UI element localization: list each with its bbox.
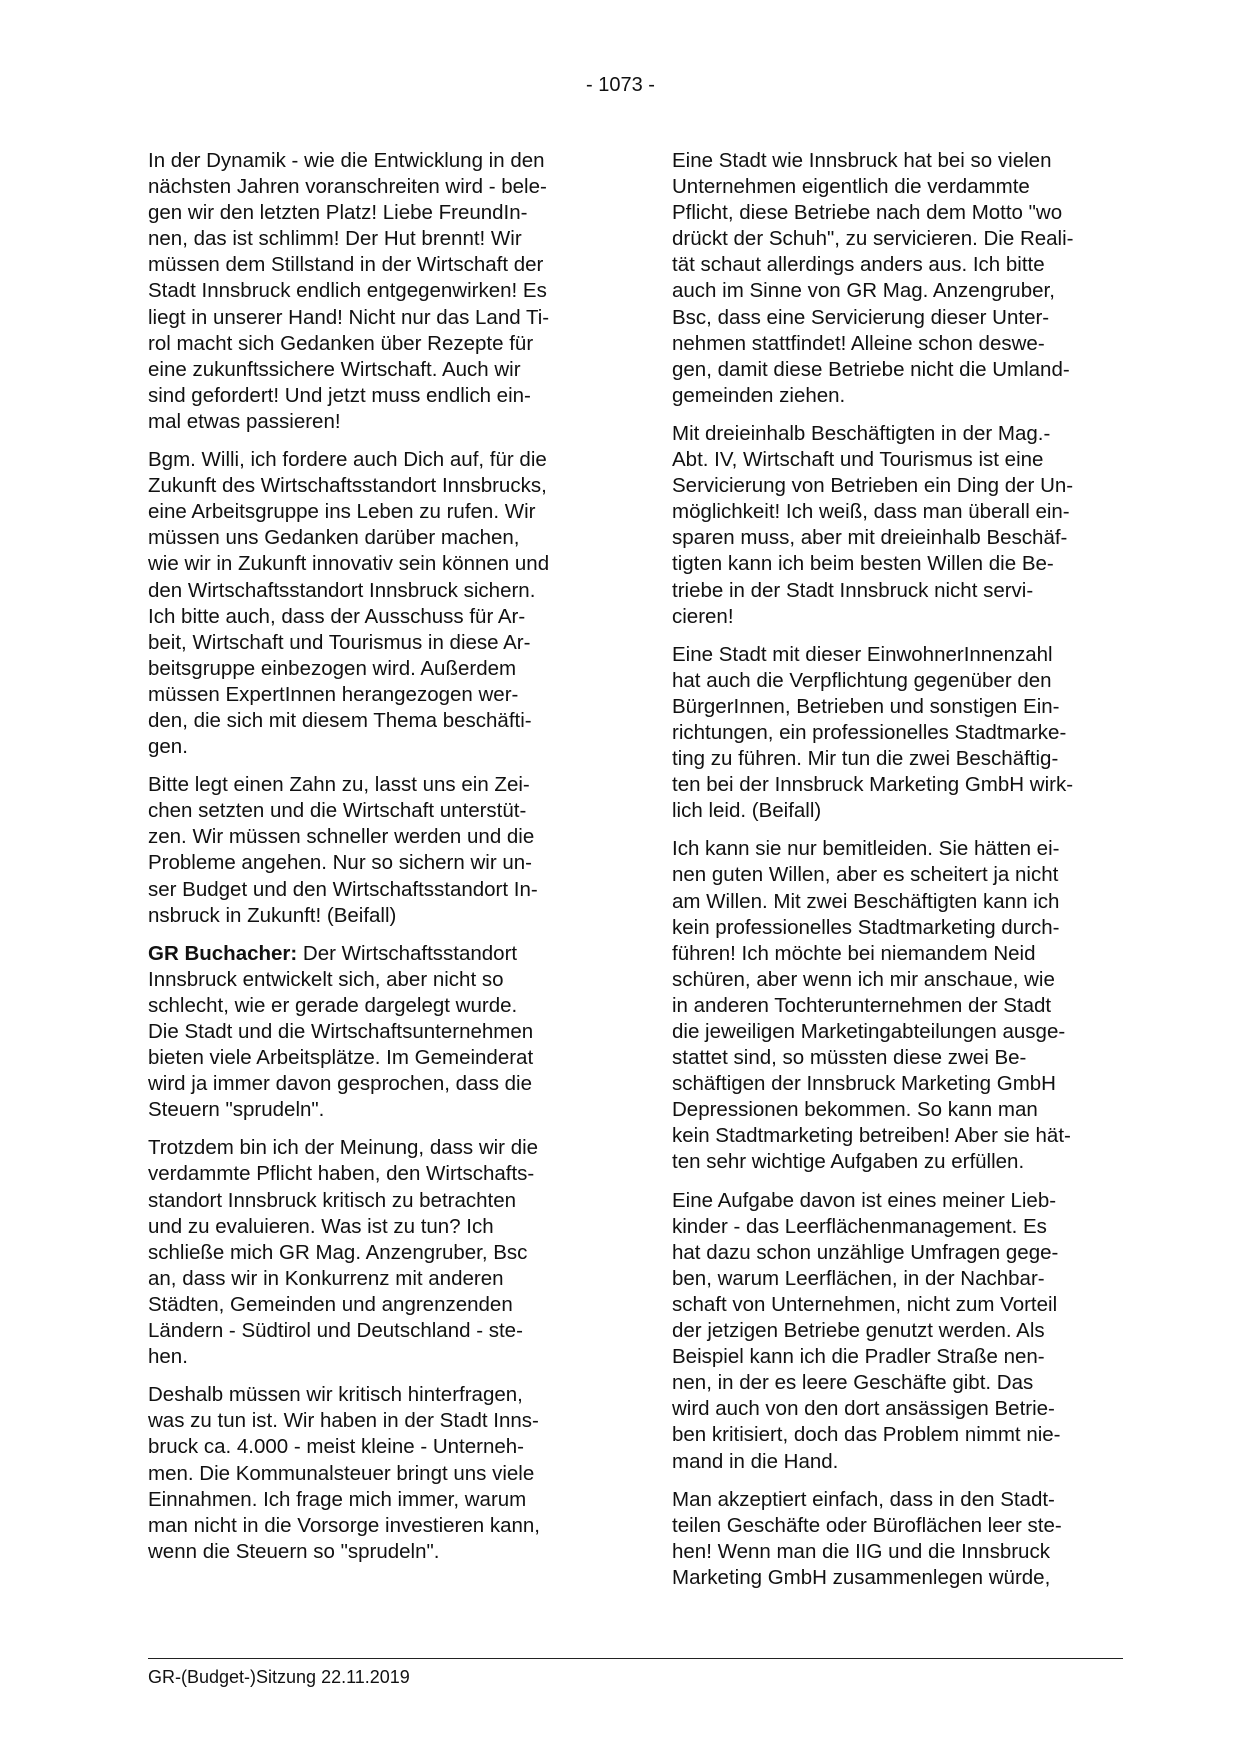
right-column — [672, 148, 1122, 1603]
paragraph-text: Eine Stadt mit dieser EinwohnerInnenzahl hat auch die Verpflichtung gegenüber den BürgerInnen, Betrieben und sonstigen Ein- richtungen, ein professionelles Stadtmarke- ting zu führen. Mir tun die zwei Beschäftig- ten bei der Innsbruck Marketing GmbH wirk- lich leid. (Beifall) — [672, 642, 1074, 823]
paragraph — [148, 1135, 598, 1370]
paragraph — [672, 642, 1122, 825]
paragraph — [148, 148, 598, 435]
paragraph — [672, 148, 1122, 409]
paragraph-text: Ich kann sie nur bemitleiden. Sie hätten ei- nen guten Willen, aber es scheitert ja nicht am Willen. Mit zwei Beschäftigten kann ich kein professionelles Stadtmarketing durch- führen! Ich möchte bei niemandem Neid schüren, aber wenn ich mir anschaue, wie in anderen Tochterunternehmen der Stadt die jeweiligen Marketingabteilungen ausge- stattet sind, so müssten diese zwei Be- schäftigen der Innsbruck Marketing GmbH Depressionen bekommen. So kann man kein Stadtmarketing betreiben! Aber sie hät- ten sehr wichtige Aufgaben zu erfüllen. — [672, 837, 1071, 1174]
paragraph-text: Der Wirtschaftsstandort Innsbruck entwickelt sich, aber nicht so schlecht, wie er gerade dargelegt wurde. Die Stadt und die Wirtschaftsunternehmen bieten viele Arbeitsplätze. Im Gemeinderat wird ja immer davon gesprochen, dass die Steuern "sprudeln". — [148, 941, 534, 1122]
page-number: - 1073 - — [586, 74, 655, 96]
paragraph-text: In der Dynamik - wie die Entwicklung in den nächsten Jahren voranschreiten wird - bele- gen wir den letzten Platz! Liebe FreundIn- nen, das ist schlimm! Der Hut brennt! Wir müssen dem Stillstand in der Wirtschaft der Stadt Innsbruck endlich entgegenwirken! Es liegt in unserer Hand! Nicht nur das Land Ti- rol macht sich Gedanken über Rezepte für eine zukunftssichere Wirtschaft. Auch wir sind gefordert! Und jetzt muss endlich ein- mal etwas passieren! — [148, 149, 550, 433]
paragraph-text: Bitte legt einen Zahn zu, lasst uns ein Zei- chen setzten und die Wirtschaft unterstüt- zen. Wir müssen schneller werden und die Probleme angehen. Nur so sichern wir un- ser Budget und den Wirtschaftsstandort In- nsbruck in Zukunft! (Beifall) — [148, 773, 538, 927]
paragraph-text: Eine Stadt wie Innsbruck hat bei so vielen Unternehmen eigentlich die verdammte Pflicht, diese Betriebe nach dem Motto "wo drückt der Schuh", zu servicieren. Die Reali- tät schaut allerdings anders aus. Ich bitte auch im Sinne von GR Mag. Anzengruber, Bsc, dass eine Servicierung dieser Unter- nehmen stattfindet! Alleine schon deswe- gen, damit diese Betriebe nicht die Umland- gemeinden ziehen. — [672, 149, 1074, 407]
paragraph — [148, 1382, 598, 1565]
footer-divider — [148, 1658, 1123, 1659]
paragraph-text: Eine Aufgabe davon ist eines meiner Lieb- kinder - das Leerflächenmanagement. Es hat dazu schon unzählige Umfragen gege- ben, warum Leerflächen, in der Nachbar- schaft von Unternehmen, nicht zum Vorteil der jetzigen Betriebe genutzt werden. Als Beispiel kann ich die Pradler Straße nen- nen, in der es leere Geschäfte gibt. Das wird auch von den dort ansässigen Betrie- ben kritisiert, doch das Problem nimmt nie- mand in die Hand. — [672, 1188, 1061, 1473]
paragraph-text: Trotzdem bin ich der Meinung, dass wir die verdammte Pflicht haben, den Wirtschafts- standort Innsbruck kritisch zu betrachten und zu evaluieren. Was ist zu tun? Ich schließe mich GR Mag. Anzengruber, Bsc an, dass wir in Konkurrenz mit anderen Städten, Gemeinden und angrenzenden Ländern - Südtirol und Deutschland - ste- hen. — [148, 1136, 539, 1369]
paragraph — [672, 1487, 1122, 1591]
paragraph — [148, 941, 598, 1124]
paragraph-text: Bgm. Willi, ich fordere auch Dich auf, für die Zukunft des Wirtschaftsstandort Innsbrucks, eine Arbeitsgruppe ins Leben zu rufen. Wir müssen uns Gedanken darüber machen, wie wir in Zukunft innovativ sein können und den Wirtschaftsstandort Innsbruck sichern. Ich bitte auch, dass der Ausschuss für Ar- beit, Wirtschaft und Tourismus in diese Ar- beitsgruppe einbezogen wird. Außerdem müssen ExpertInnen herangezogen wer- den, die sich mit diesem Thema beschäfti- gen. — [148, 448, 550, 759]
paragraph-text: Deshalb müssen wir kritisch hinterfragen, was zu tun ist. Wir haben in der Stadt Inns- bruck ca. 4.000 - meist kleine - Unterneh- men. Die Kommunalsteuer bringt uns viele Einnahmen. Ich frage mich immer, warum man nicht in die Vorsorge investieren kann, wenn die Steuern so "sprudeln". — [148, 1383, 541, 1563]
left-column — [148, 148, 598, 1577]
paragraph — [672, 421, 1122, 630]
paragraph — [148, 447, 598, 760]
paragraph — [672, 1188, 1122, 1475]
footer-session-label: GR-(Budget-)Sitzung 22.11.2019 — [148, 1667, 410, 1687]
speaker-name: GR Buchacher: — [148, 941, 298, 965]
paragraph-text: Mit dreieinhalb Beschäftigten in der Mag.- Abt. IV, Wirtschaft und Tourismus ist eine Servicierung von Betrieben ein Ding der Un- möglichkeit! Ich weiß, dass man überall ein- sparen muss, aber mit dreieinhalb Beschäf- tigten kann ich beim besten Willen die Be- triebe in der Stadt Innsbruck nicht servi- cieren! — [672, 421, 1074, 628]
paragraph — [148, 772, 598, 929]
paragraph — [672, 836, 1122, 1175]
paragraph-text: Man akzeptiert einfach, dass in den Stadt- teilen Geschäfte oder Büroflächen leer ste- hen! Wenn man die IIG und die Innsbruck Marketing GmbH zusammenlegen würde, — [672, 1487, 1062, 1589]
